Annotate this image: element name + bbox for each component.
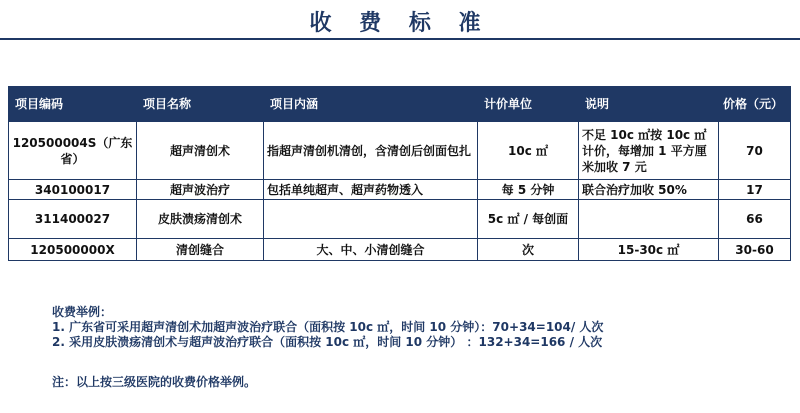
header-price: 价格（元） bbox=[719, 87, 791, 122]
table-row bbox=[9, 239, 791, 261]
cell-name: 超声清创术 bbox=[137, 122, 264, 180]
cell-content: 包括单纯超声、超声药物透入 bbox=[264, 180, 478, 200]
cell-name: 清创缝合 bbox=[137, 239, 264, 261]
cell-name: 超声波治疗 bbox=[137, 180, 264, 200]
header-code: 项目编码 bbox=[9, 87, 137, 122]
cell-content bbox=[264, 200, 478, 239]
example-line-1: 1. 广东省可采用超声清创术加超声波治疗联合（面积按 10c ㎡，时间 10 分钟）：70+34=104/ 人次 bbox=[52, 320, 604, 334]
cell-note: 联合治疗加收 50% bbox=[579, 180, 719, 200]
example-line-2: 2. 采用皮肤溃疡清创术与超声波治疗联合（面积按 10c ㎡，时间 10 分钟） ：132+34=166 / 人次 bbox=[52, 335, 603, 349]
fee-table bbox=[8, 86, 791, 261]
cell-note: 15-30c ㎡ bbox=[579, 239, 719, 261]
table-row bbox=[9, 180, 791, 200]
cell-price: 70 bbox=[719, 122, 791, 180]
header-content: 项目内涵 bbox=[264, 87, 478, 122]
cell-code: 120500000X bbox=[9, 239, 137, 261]
cell-price: 66 bbox=[719, 200, 791, 239]
footnote: 注：以上按三级医院的收费价格举例。 bbox=[52, 375, 257, 389]
cell-price: 17 bbox=[719, 180, 791, 200]
page-title: 收 费 标 准 bbox=[309, 11, 491, 36]
cell-code: 340100017 bbox=[9, 180, 137, 200]
cell-price: 30-60 bbox=[719, 239, 791, 261]
cell-note bbox=[579, 200, 719, 239]
examples-heading: 收费举例： bbox=[52, 305, 113, 319]
cell-unit: 10c ㎡ bbox=[478, 122, 579, 180]
cell-unit: 每 5 分钟 bbox=[478, 180, 579, 200]
table-row bbox=[9, 200, 791, 239]
table-row bbox=[9, 122, 791, 180]
header-note: 说明 bbox=[579, 87, 719, 122]
table-header-row bbox=[9, 87, 791, 122]
cell-name: 皮肤溃疡清创术 bbox=[137, 200, 264, 239]
title-divider bbox=[0, 38, 800, 40]
header-unit: 计价单位 bbox=[478, 87, 579, 122]
cell-note: 不足 10c ㎡按 10c ㎡计价，每增加 1 平方厘米加收 7 元 bbox=[579, 122, 719, 180]
header-name: 项目名称 bbox=[137, 87, 264, 122]
cell-unit: 次 bbox=[478, 239, 579, 261]
cell-content: 指超声清创机清创，含清创后创面包扎 bbox=[264, 122, 478, 180]
cell-content: 大、中、小清创缝合 bbox=[264, 239, 478, 261]
cell-unit: 5c ㎡ / 每创面 bbox=[478, 200, 579, 239]
cell-code: 120500004S（广东省） bbox=[9, 122, 137, 180]
fee-examples bbox=[52, 305, 792, 350]
cell-code: 311400027 bbox=[9, 200, 137, 239]
